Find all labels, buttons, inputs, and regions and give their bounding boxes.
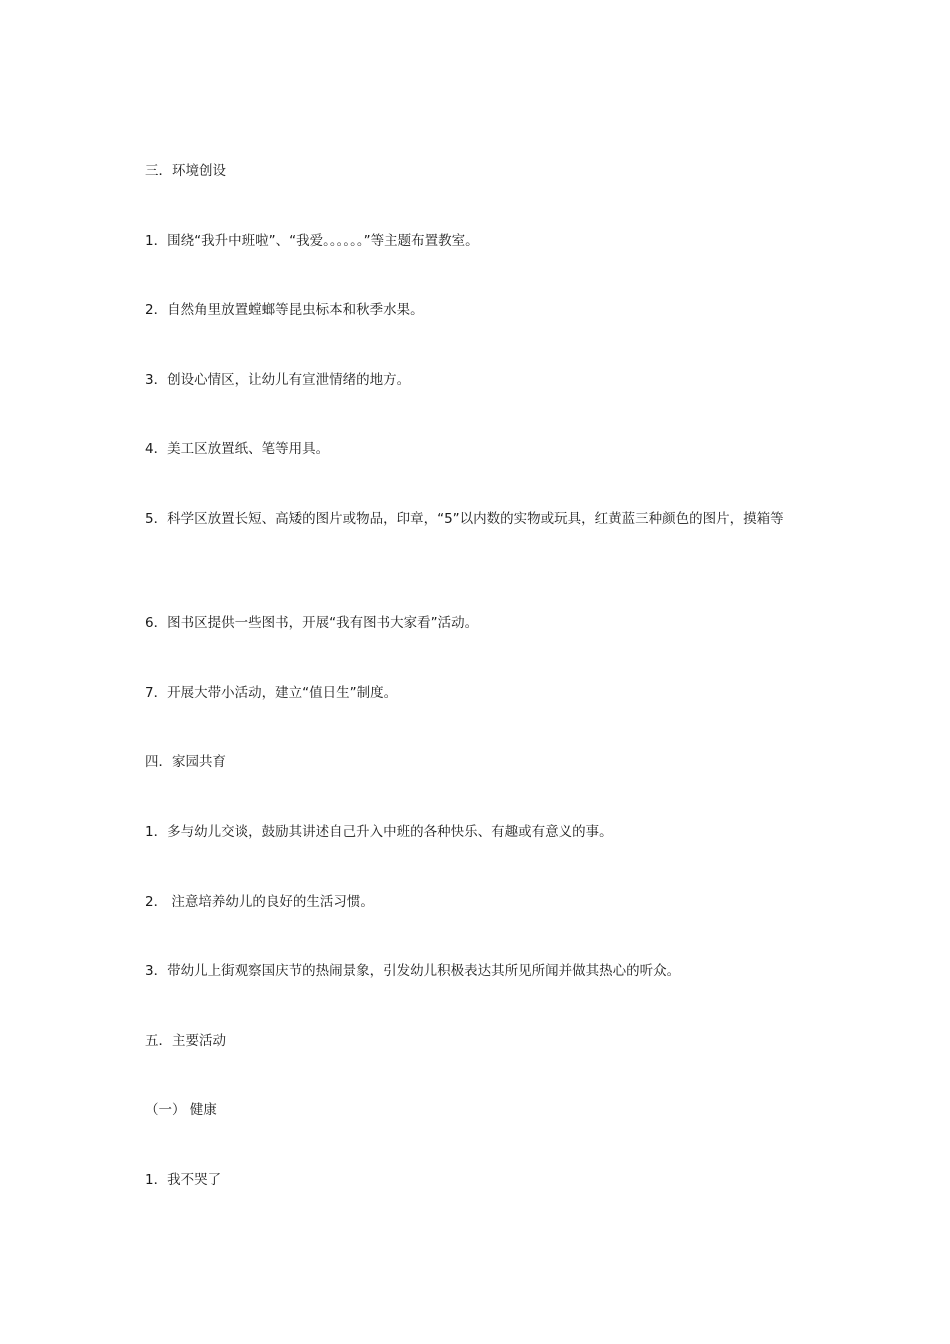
subsection-heading-health: （一） 健康: [145, 1102, 217, 1118]
list-item: 6．图书区提供一些图书，开展“我有图书大家看”活动。: [145, 615, 479, 631]
list-item: 5．科学区放置长短、高矮的图片或物品，印章，“5”以内数的实物或玩具，红黄蓝三种颜色的图片，摸箱等: [145, 511, 784, 527]
list-item: 4．美工区放置纸、笔等用具。: [145, 441, 330, 457]
list-item: 2． 注意培养幼儿的良好的生活习惯。: [145, 894, 374, 910]
list-item: 1．围绕“我升中班啦”、“我爱。。。。。。”等主题布置教室。: [145, 233, 479, 249]
list-item: 1．多与幼儿交谈，鼓励其讲述自己升入中班的各种快乐、有趣或有意义的事。: [145, 824, 613, 840]
list-item: 7．开展大带小活动，建立“值日生”制度。: [145, 685, 398, 701]
section-heading-home-school: 四．家园共育: [145, 754, 226, 770]
section-heading-environment: 三．环境创设: [145, 163, 226, 179]
list-item: 3．创设心情区，让幼儿有宣泄情绪的地方。: [145, 372, 411, 388]
section-heading-main-activities: 五．主要活动: [145, 1033, 226, 1049]
list-item: 1．我不哭了: [145, 1172, 222, 1188]
list-item: 3．带幼儿上街观察国庆节的热闹景象，引发幼儿积极表达其所见所闻并做其热心的听众。: [145, 963, 681, 979]
list-item: 2．自然角里放置螳螂等昆虫标本和秋季水果。: [145, 302, 424, 318]
